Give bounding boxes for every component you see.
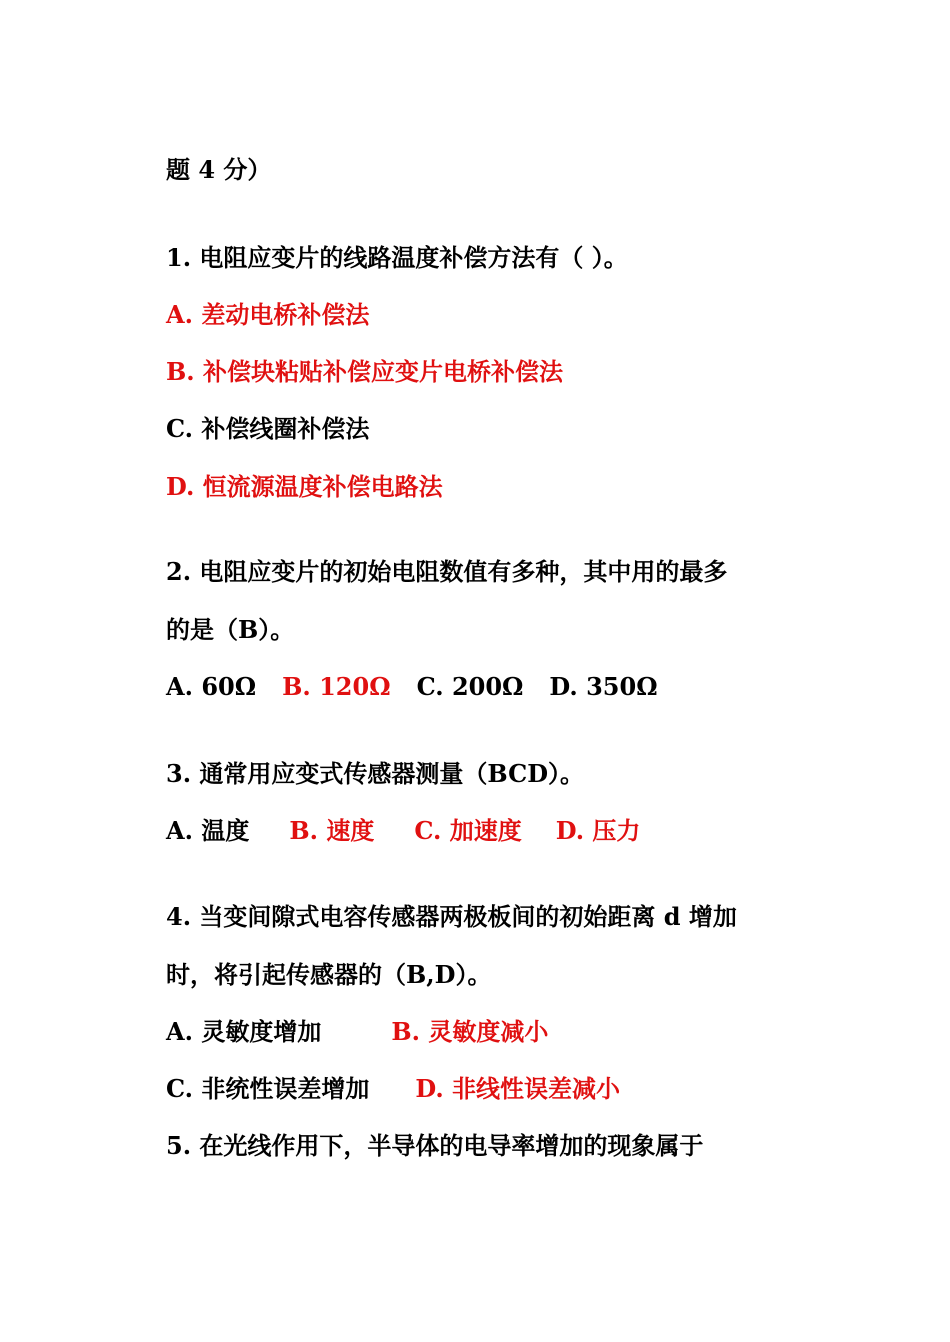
- q1-option-b: B. 补偿块粘贴补偿应变片电桥补偿法: [166, 357, 563, 386]
- section-header: 题 4 分）: [166, 155, 272, 184]
- q4-option-b: B. 灵敏度减小: [391, 1017, 549, 1046]
- q2-option-b: B. 120Ω: [282, 672, 391, 701]
- q3-options: [166, 816, 640, 846]
- q2-options: [166, 672, 658, 702]
- q3-option-c: C. 加速度: [414, 816, 522, 845]
- q4-stem-line1: 4. 当变间隙式电容传感器两极板间的初始距离 d 增加: [166, 902, 737, 931]
- q3-stem: 3. 通常用应变式传感器测量（BCD）。: [166, 759, 585, 788]
- q4-option-d: D. 非线性误差减小: [415, 1074, 621, 1103]
- q5-stem-line1: 5. 在光线作用下，半导体的电导率增加的现象属于: [166, 1131, 704, 1160]
- q3-option-a: A. 温度: [166, 816, 250, 845]
- q2-stem-line2: 的是（B）。: [166, 615, 295, 644]
- q1-option-d: D. 恒流源温度补偿电路法: [166, 472, 443, 501]
- q1-option-c: C. 补偿线圈补偿法: [166, 414, 370, 443]
- q1-stem: 1. 电阻应变片的线路温度补偿方法有（ ）。: [166, 243, 628, 272]
- q2-option-c: C. 200Ω: [416, 672, 524, 701]
- q4-options-row1: [166, 1017, 548, 1047]
- q3-option-d: D. 压力: [555, 816, 641, 845]
- q1-option-a: A. 差动电桥补偿法: [166, 300, 370, 329]
- q3-option-b: B. 速度: [289, 816, 375, 845]
- q4-stem-line2: 时，将引起传感器的（B,D）。: [166, 960, 492, 989]
- q4-option-a: A. 灵敏度增加: [166, 1017, 322, 1046]
- q4-option-c: C. 非统性误差增加: [166, 1074, 370, 1103]
- q2-option-d: D. 350Ω: [549, 672, 658, 701]
- q2-stem-line1: 2. 电阻应变片的初始电阻数值有多种，其中用的最多: [166, 557, 728, 586]
- q4-options-row2: [166, 1074, 620, 1104]
- q2-option-a: A. 60Ω: [166, 672, 257, 701]
